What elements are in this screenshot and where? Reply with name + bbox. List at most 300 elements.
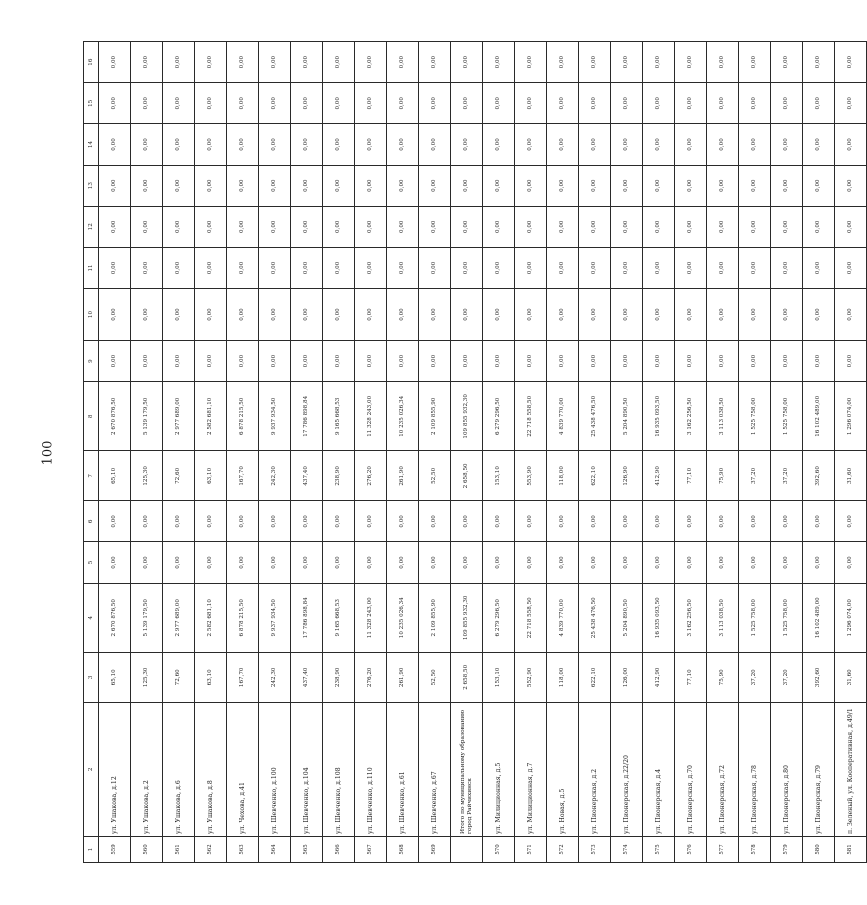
- value-cell: 0,00: [227, 124, 259, 165]
- value-cell: 4 839 770,00: [547, 382, 579, 451]
- row-number-cell: 569: [419, 837, 451, 863]
- value-cell: 0,00: [675, 501, 707, 542]
- value-cell: 0,00: [227, 247, 259, 288]
- value-cell: 0,00: [163, 341, 195, 382]
- value-cell: 0,00: [323, 341, 355, 382]
- value-cell: 109 855 932,30: [451, 382, 483, 451]
- value-cell: 2 658,50: [451, 652, 483, 702]
- value-cell: 0,00: [835, 42, 867, 83]
- value-cell: 0,00: [195, 501, 227, 542]
- value-cell: 0,00: [675, 542, 707, 583]
- value-cell: 0,00: [451, 42, 483, 83]
- table-row: [643, 42, 675, 863]
- value-cell: 6 279 296,50: [483, 583, 515, 652]
- row-number-cell: 559: [99, 837, 131, 863]
- value-cell: 2 977 689,00: [163, 382, 195, 451]
- value-cell: 0,00: [675, 206, 707, 247]
- value-cell: 0,00: [739, 124, 771, 165]
- value-cell: 0,00: [739, 42, 771, 83]
- value-cell: 5 204 890,50: [611, 583, 643, 652]
- value-cell: 0,00: [131, 206, 163, 247]
- value-cell: 0,00: [611, 501, 643, 542]
- value-cell: 0,00: [291, 247, 323, 288]
- value-cell: 0,00: [355, 42, 387, 83]
- value-cell: 0,00: [355, 165, 387, 206]
- value-cell: 0,00: [739, 165, 771, 206]
- value-cell: 0,00: [483, 83, 515, 124]
- value-cell: 0,00: [611, 124, 643, 165]
- value-cell: 52,50: [419, 451, 451, 501]
- value-cell: 0,00: [195, 165, 227, 206]
- value-cell: 0,00: [483, 289, 515, 341]
- value-cell: 0,00: [163, 501, 195, 542]
- value-cell: 52,50: [419, 652, 451, 702]
- value-cell: 6 279 296,50: [483, 382, 515, 451]
- value-cell: 0,00: [835, 542, 867, 583]
- table-body: [99, 42, 867, 863]
- value-cell: 0,00: [323, 542, 355, 583]
- table-row: [355, 42, 387, 863]
- value-cell: 0,00: [355, 542, 387, 583]
- value-cell: 0,00: [195, 124, 227, 165]
- value-cell: 0,00: [99, 501, 131, 542]
- value-cell: 0,00: [611, 206, 643, 247]
- value-cell: 0,00: [547, 501, 579, 542]
- value-cell: 0,00: [835, 206, 867, 247]
- value-cell: 0,00: [451, 341, 483, 382]
- value-cell: 0,00: [291, 341, 323, 382]
- value-cell: 553,90: [515, 451, 547, 501]
- value-cell: 0,00: [707, 206, 739, 247]
- value-cell: 0,00: [195, 247, 227, 288]
- value-cell: 437,40: [291, 652, 323, 702]
- value-cell: 9 937 934,50: [259, 382, 291, 451]
- value-cell: 0,00: [419, 206, 451, 247]
- value-cell: 0,00: [291, 501, 323, 542]
- value-cell: 0,00: [675, 289, 707, 341]
- row-number-cell: 573: [579, 837, 611, 863]
- value-cell: 37,20: [771, 652, 803, 702]
- value-cell: 37,20: [739, 451, 771, 501]
- value-cell: 0,00: [227, 542, 259, 583]
- value-cell: 0,00: [483, 542, 515, 583]
- value-cell: 0,00: [259, 341, 291, 382]
- address-cell: ул. Пионерская, д.22/20: [611, 702, 643, 836]
- value-cell: 25 438 476,50: [579, 382, 611, 451]
- value-cell: 0,00: [163, 289, 195, 341]
- value-cell: 0,00: [643, 247, 675, 288]
- value-cell: 16 935 093,50: [643, 382, 675, 451]
- value-cell: 0,00: [707, 165, 739, 206]
- value-cell: 0,00: [835, 83, 867, 124]
- address-cell: ул. Милиционная, д.5: [483, 702, 515, 836]
- value-cell: 0,00: [515, 124, 547, 165]
- value-cell: 75,90: [707, 451, 739, 501]
- address-cell: ул. Пионерская, д.72: [707, 702, 739, 836]
- value-cell: 0,00: [579, 341, 611, 382]
- value-cell: 2 582 681,10: [195, 583, 227, 652]
- value-cell: 0,00: [547, 165, 579, 206]
- table-row: [323, 42, 355, 863]
- value-cell: 9 165 668,53: [323, 583, 355, 652]
- value-cell: 0,00: [707, 501, 739, 542]
- value-cell: 0,00: [515, 341, 547, 382]
- value-cell: 75,90: [707, 652, 739, 702]
- row-number-cell: 566: [323, 837, 355, 863]
- value-cell: 0,00: [675, 124, 707, 165]
- table-row: [739, 42, 771, 863]
- value-cell: 72,60: [163, 451, 195, 501]
- value-cell: 0,00: [579, 83, 611, 124]
- value-cell: 0,00: [739, 247, 771, 288]
- row-number-cell: 560: [131, 837, 163, 863]
- value-cell: 31,60: [835, 451, 867, 501]
- value-cell: 242,30: [259, 451, 291, 501]
- value-cell: 552,90: [515, 652, 547, 702]
- row-number-cell: 565: [291, 837, 323, 863]
- table-row: [483, 42, 515, 863]
- value-cell: 0,00: [611, 542, 643, 583]
- value-cell: 2 109 855,90: [419, 382, 451, 451]
- value-cell: 125,30: [131, 451, 163, 501]
- value-cell: 0,00: [483, 42, 515, 83]
- value-cell: 0,00: [259, 289, 291, 341]
- value-cell: 65,10: [99, 451, 131, 501]
- value-cell: 0,00: [707, 289, 739, 341]
- value-cell: 0,00: [579, 206, 611, 247]
- table-row: [675, 42, 707, 863]
- value-cell: 0,00: [355, 341, 387, 382]
- value-cell: 16 102 489,00: [803, 583, 835, 652]
- value-cell: 261,90: [387, 652, 419, 702]
- row-number-cell: 561: [163, 837, 195, 863]
- value-cell: 0,00: [131, 247, 163, 288]
- housing-fund-table: [83, 41, 867, 863]
- value-cell: 0,00: [131, 124, 163, 165]
- value-cell: 0,00: [579, 124, 611, 165]
- value-cell: 118,00: [547, 451, 579, 501]
- value-cell: 0,00: [515, 83, 547, 124]
- value-cell: 0,00: [323, 83, 355, 124]
- value-cell: 0,00: [387, 165, 419, 206]
- value-cell: 0,00: [163, 542, 195, 583]
- value-cell: 0,00: [547, 247, 579, 288]
- value-cell: 0,00: [99, 341, 131, 382]
- value-cell: 0,00: [803, 247, 835, 288]
- value-cell: 0,00: [547, 542, 579, 583]
- value-cell: 167,70: [227, 451, 259, 501]
- value-cell: 0,00: [707, 42, 739, 83]
- value-cell: 63,10: [195, 652, 227, 702]
- value-cell: 0,00: [227, 289, 259, 341]
- row-number-cell: 578: [739, 837, 771, 863]
- value-cell: 16 102 489,00: [803, 382, 835, 451]
- value-cell: 0,00: [291, 206, 323, 247]
- row-number-cell: 562: [195, 837, 227, 863]
- value-cell: 0,00: [99, 206, 131, 247]
- value-cell: 3 113 038,50: [707, 583, 739, 652]
- value-cell: 0,00: [163, 165, 195, 206]
- value-cell: 0,00: [515, 206, 547, 247]
- address-cell: ул. Ушакова, д.6: [163, 702, 195, 836]
- value-cell: 0,00: [227, 83, 259, 124]
- value-cell: 0,00: [131, 165, 163, 206]
- value-cell: 392,60: [803, 652, 835, 702]
- value-cell: 0,00: [387, 542, 419, 583]
- value-cell: 0,00: [707, 83, 739, 124]
- value-cell: 0,00: [739, 206, 771, 247]
- value-cell: 0,00: [483, 341, 515, 382]
- table-row: [419, 42, 451, 863]
- address-cell: ул. Пионерская, д.80: [771, 702, 803, 836]
- column-number-header: 12: [84, 206, 99, 247]
- value-cell: 0,00: [131, 341, 163, 382]
- address-cell: ул. Пионерская, д.79: [803, 702, 835, 836]
- value-cell: 17 786 898,84: [291, 583, 323, 652]
- table-row: [163, 42, 195, 863]
- value-cell: 0,00: [675, 83, 707, 124]
- value-cell: 437,40: [291, 451, 323, 501]
- address-cell: ул. Ушакова, д.12: [99, 702, 131, 836]
- row-number-cell: 576: [675, 837, 707, 863]
- column-number-header: 1: [84, 837, 99, 863]
- value-cell: 0,00: [835, 289, 867, 341]
- value-cell: 1 296 074,00: [835, 382, 867, 451]
- column-number-row: [84, 42, 99, 863]
- value-cell: 0,00: [579, 247, 611, 288]
- value-cell: 0,00: [675, 247, 707, 288]
- value-cell: 0,00: [739, 289, 771, 341]
- value-cell: 0,00: [739, 341, 771, 382]
- value-cell: 77,10: [675, 652, 707, 702]
- value-cell: 72,60: [163, 652, 195, 702]
- value-cell: 0,00: [803, 83, 835, 124]
- page-number: 100: [40, 440, 56, 466]
- value-cell: 17 786 898,84: [291, 382, 323, 451]
- address-cell: ул. Шевченко, д.67: [419, 702, 451, 836]
- value-cell: 0,00: [579, 42, 611, 83]
- value-cell: 0,00: [515, 42, 547, 83]
- value-cell: 242,30: [259, 652, 291, 702]
- value-cell: 0,00: [803, 165, 835, 206]
- value-cell: 412,90: [643, 652, 675, 702]
- value-cell: 0,00: [579, 165, 611, 206]
- value-cell: 0,00: [803, 289, 835, 341]
- value-cell: 0,00: [195, 542, 227, 583]
- value-cell: 2 670 876,50: [99, 382, 131, 451]
- value-cell: 276,20: [355, 451, 387, 501]
- value-cell: 0,00: [771, 42, 803, 83]
- row-number-cell: 579: [771, 837, 803, 863]
- table-total-row: [451, 42, 483, 863]
- value-cell: 0,00: [323, 165, 355, 206]
- value-cell: 0,00: [227, 501, 259, 542]
- address-cell: ул. Пионерская, д.70: [675, 702, 707, 836]
- value-cell: 153,10: [483, 451, 515, 501]
- value-cell: 0,00: [611, 289, 643, 341]
- value-cell: 261,90: [387, 451, 419, 501]
- value-cell: 10 235 026,34: [387, 583, 419, 652]
- table-row: [611, 42, 643, 863]
- value-cell: 0,00: [771, 501, 803, 542]
- value-cell: 276,20: [355, 652, 387, 702]
- column-number-header: 7: [84, 451, 99, 501]
- value-cell: 2 670 876,50: [99, 583, 131, 652]
- column-number-header: 11: [84, 247, 99, 288]
- value-cell: 31,60: [835, 652, 867, 702]
- column-number-header: 2: [84, 702, 99, 836]
- row-number-cell: 570: [483, 837, 515, 863]
- value-cell: 0,00: [451, 247, 483, 288]
- table-row: [579, 42, 611, 863]
- address-cell: ул. Пионерская, д.78: [739, 702, 771, 836]
- value-cell: 1 525 758,00: [739, 382, 771, 451]
- value-cell: 5 139 179,50: [131, 382, 163, 451]
- value-cell: 0,00: [163, 247, 195, 288]
- value-cell: 0,00: [419, 542, 451, 583]
- value-cell: 0,00: [355, 247, 387, 288]
- value-cell: 0,00: [195, 42, 227, 83]
- value-cell: 0,00: [547, 83, 579, 124]
- value-cell: 0,00: [355, 206, 387, 247]
- value-cell: 0,00: [451, 83, 483, 124]
- value-cell: 0,00: [99, 247, 131, 288]
- value-cell: 9 165 668,53: [323, 382, 355, 451]
- value-cell: 0,00: [483, 501, 515, 542]
- value-cell: 0,00: [323, 42, 355, 83]
- value-cell: 622,10: [579, 652, 611, 702]
- table-row: [259, 42, 291, 863]
- row-number-cell: 571: [515, 837, 547, 863]
- value-cell: 0,00: [227, 206, 259, 247]
- table-row: [835, 42, 867, 863]
- value-cell: 0,00: [291, 83, 323, 124]
- value-cell: 0,00: [547, 289, 579, 341]
- value-cell: 0,00: [99, 542, 131, 583]
- column-number-header: 3: [84, 652, 99, 702]
- row-number-cell: 575: [643, 837, 675, 863]
- value-cell: 16 935 093,50: [643, 583, 675, 652]
- value-cell: 0,00: [131, 42, 163, 83]
- value-cell: 0,00: [771, 247, 803, 288]
- value-cell: 0,00: [387, 206, 419, 247]
- value-cell: 0,00: [291, 165, 323, 206]
- value-cell: 0,00: [643, 289, 675, 341]
- table-row: [707, 42, 739, 863]
- address-cell: ул. Пионерская, д.2: [579, 702, 611, 836]
- value-cell: 63,10: [195, 451, 227, 501]
- value-cell: 2 582 681,10: [195, 382, 227, 451]
- value-cell: 0,00: [643, 501, 675, 542]
- value-cell: 0,00: [515, 165, 547, 206]
- value-cell: 0,00: [835, 501, 867, 542]
- value-cell: 0,00: [547, 206, 579, 247]
- value-cell: 0,00: [579, 501, 611, 542]
- value-cell: 0,00: [259, 247, 291, 288]
- value-cell: 3 113 038,50: [707, 382, 739, 451]
- value-cell: 0,00: [707, 247, 739, 288]
- row-number-cell: 574: [611, 837, 643, 863]
- value-cell: 0,00: [547, 341, 579, 382]
- value-cell: 1 525 758,00: [771, 583, 803, 652]
- value-cell: 22 718 558,50: [515, 382, 547, 451]
- value-cell: 0,00: [515, 501, 547, 542]
- value-cell: 0,00: [355, 501, 387, 542]
- value-cell: 0,00: [707, 124, 739, 165]
- value-cell: 0,00: [483, 124, 515, 165]
- address-cell: ул. Новая, д.5: [547, 702, 579, 836]
- value-cell: 0,00: [611, 247, 643, 288]
- value-cell: 0,00: [835, 124, 867, 165]
- value-cell: 0,00: [259, 206, 291, 247]
- value-cell: 0,00: [451, 289, 483, 341]
- value-cell: 0,00: [611, 83, 643, 124]
- value-cell: 11 328 243,00: [355, 583, 387, 652]
- value-cell: 0,00: [195, 206, 227, 247]
- address-cell: ул. Пионерская, д.4: [643, 702, 675, 836]
- value-cell: 0,00: [259, 124, 291, 165]
- address-cell: ул. Ушакова, д.2: [131, 702, 163, 836]
- value-cell: 0,00: [387, 341, 419, 382]
- value-cell: 0,00: [483, 165, 515, 206]
- value-cell: 0,00: [355, 124, 387, 165]
- value-cell: 6 878 215,50: [227, 382, 259, 451]
- row-number-cell: 563: [227, 837, 259, 863]
- value-cell: 0,00: [259, 165, 291, 206]
- value-cell: 0,00: [355, 83, 387, 124]
- value-cell: 0,00: [803, 124, 835, 165]
- value-cell: 0,00: [771, 83, 803, 124]
- value-cell: 0,00: [803, 206, 835, 247]
- value-cell: 0,00: [291, 124, 323, 165]
- value-cell: 0,00: [707, 542, 739, 583]
- value-cell: 0,00: [803, 501, 835, 542]
- row-number-cell: 572: [547, 837, 579, 863]
- table-row: [99, 42, 131, 863]
- value-cell: 1 525 758,00: [771, 382, 803, 451]
- value-cell: 0,00: [387, 247, 419, 288]
- value-cell: 0,00: [419, 83, 451, 124]
- value-cell: 0,00: [739, 542, 771, 583]
- value-cell: 65,10: [99, 652, 131, 702]
- value-cell: 0,00: [803, 42, 835, 83]
- value-cell: 126,00: [611, 652, 643, 702]
- table-row: [547, 42, 579, 863]
- value-cell: 4 839 770,00: [547, 583, 579, 652]
- value-cell: 0,00: [419, 124, 451, 165]
- value-cell: 392,60: [803, 451, 835, 501]
- value-cell: 0,00: [643, 124, 675, 165]
- address-cell: ул. Шевченко, д.104: [291, 702, 323, 836]
- value-cell: 0,00: [771, 206, 803, 247]
- value-cell: 126,90: [611, 451, 643, 501]
- column-number-header: 6: [84, 501, 99, 542]
- column-number-header: 9: [84, 341, 99, 382]
- value-cell: 0,00: [259, 83, 291, 124]
- value-cell: 0,00: [547, 42, 579, 83]
- value-cell: 25 438 476,50: [579, 583, 611, 652]
- value-cell: 0,00: [643, 42, 675, 83]
- table-row: [291, 42, 323, 863]
- value-cell: 0,00: [643, 206, 675, 247]
- value-cell: 0,00: [323, 206, 355, 247]
- value-cell: 0,00: [163, 42, 195, 83]
- value-cell: 0,00: [163, 206, 195, 247]
- value-cell: 238,90: [323, 451, 355, 501]
- value-cell: 37,20: [739, 652, 771, 702]
- value-cell: 37,20: [771, 451, 803, 501]
- value-cell: 0,00: [131, 501, 163, 542]
